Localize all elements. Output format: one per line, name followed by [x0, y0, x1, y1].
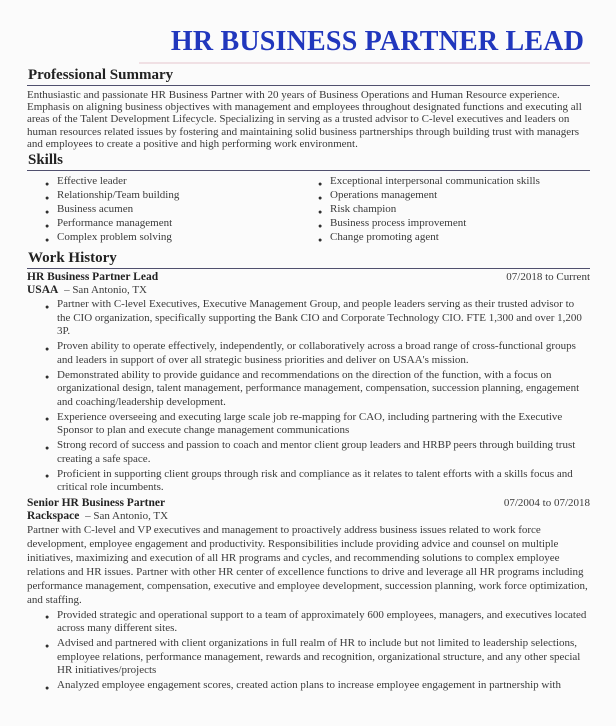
- job-entry-rackspace: [27, 497, 590, 693]
- job-company-line: [27, 510, 590, 523]
- company-name: Rackspace: [27, 509, 80, 522]
- skills-heading: Skills: [27, 152, 590, 171]
- professional-summary-text: Enthusiastic and passionate HR Business Partner with 20 years of Business Operations and Human Resource experience. Emphasis on aligning business objectives with management and employees throughout designated functions and executing all areas of the Talent Development Lifecycle. Specializing in serving as a trusted advisor to C-level executives and leaders on human resources related issues by fostering and maintaining solid business partnerships through building trust with managers and employees to create a positive and high performing work environment.: [27, 89, 582, 150]
- skill-item: ● Risk champion: [330, 202, 590, 216]
- skill-item: ● Business process improvement: [330, 216, 590, 230]
- job-company-line: [27, 284, 590, 297]
- skills-list-right: [300, 174, 590, 244]
- company-location: – San Antonio, TX: [85, 509, 169, 522]
- job-bullet: ● Analyzed employee engagement scores, created action plans to increase employee engagement in partnership with: [57, 679, 590, 693]
- job-bullet-list: [27, 298, 590, 495]
- skills-list-left: [27, 174, 300, 244]
- job-bullet: ● Proficient in supporting client groups through risk and compliance as it relates to talent efforts with a skills focus and critical role incumbents.: [57, 468, 590, 495]
- job-title: HR Business Partner Lead: [27, 271, 159, 284]
- scan-artifact-line: [139, 62, 590, 64]
- section-professional-summary: [27, 67, 590, 150]
- job-bullet: ● Advised and partnered with client organizations in full realm of HR to include but not limited to leadership selections, employee relations, performance management, rewards and recognition, organizational structure, and any other special HR initiatives/projects: [57, 637, 590, 678]
- job-bullet: ● Experience overseeing and executing large scale job re-mapping for CAO, including partnering with the Executive Sponsor to plan and execute change management communications: [57, 411, 590, 438]
- job-title: Senior HR Business Partner: [27, 496, 166, 509]
- skills-columns: [27, 174, 590, 244]
- job-dates: 07/2004 to 07/2018: [503, 496, 590, 509]
- section-skills: [27, 152, 590, 244]
- section-work-history: [27, 250, 590, 693]
- company-name: USAA: [27, 284, 59, 297]
- professional-summary-heading: Professional Summary: [27, 67, 590, 86]
- skill-item: ● Exceptional interpersonal communication skills: [330, 174, 590, 188]
- skill-item: ● Relationship/Team building: [57, 188, 300, 202]
- work-history-heading: Work History: [27, 250, 590, 269]
- page-title: HR BUSINESS PARTNER LEAD: [170, 26, 585, 57]
- company-location: – San Antonio, TX: [64, 284, 147, 297]
- job-bullet: ● Provided strategic and operational support to a team of approximately 600 employees, managers, and executives located across many different sites.: [57, 609, 590, 636]
- skill-item: ● Effective leader: [57, 174, 300, 188]
- job-header: [27, 271, 590, 284]
- skill-item: ● Complex problem solving: [57, 230, 300, 244]
- skill-item: ● Business acumen: [57, 202, 300, 216]
- job-bullet-list: [27, 609, 590, 693]
- job-bullet: ● Proven ability to operate effectively, independently, or collaboratively across a broad range of cross-functional groups and leaders in support of over all strategic business priorities and deliver on USAA's mission.: [57, 340, 590, 367]
- resume-page: [0, 26, 616, 726]
- job-header: [27, 497, 590, 510]
- job-intro-text: Partner with C-level and VP executives and management to proactively address business issues related to work force development, employee engagement and productivity. Responsibilities include providing advice and counsel on multiple initiatives, maximizing and execution of all HR programs and cycles, and recommending solutions to complex employee relations and HR issues. Partner with other HR center of excellence functions to drive and leverage all HR programs including performance management, compensation, executive and employee development, succession planning, work force optimization, and staffing.: [27, 523, 588, 606]
- job-bullet: ● Demonstrated ability to provide guidance and recommendations on the direction of the function, with a focus on organizational design, talent management, performance management, compensation, succession planning, engagement and coaching/leadership development.: [57, 369, 590, 410]
- skill-item: ● Change promoting agent: [330, 230, 590, 244]
- job-bullet: ● Strong record of success and passion to coach and mentor client group leaders and HRBP peers through building trust creating a safe space.: [57, 439, 590, 466]
- job-bullet: ● Partner with C-level Executives, Executive Management Group, and people leaders serving as their trusted advisor to the CIO organization, specifically supporting the Bank CIO and Corporate Technology CIO. FTE 1,300 and over 1,200 3P.: [57, 298, 590, 339]
- job-dates: 07/2018 to Current: [506, 271, 590, 284]
- skill-item: ● Performance management: [57, 216, 300, 230]
- skill-item: ● Operations management: [330, 188, 590, 202]
- job-entry-usaa: [27, 271, 590, 495]
